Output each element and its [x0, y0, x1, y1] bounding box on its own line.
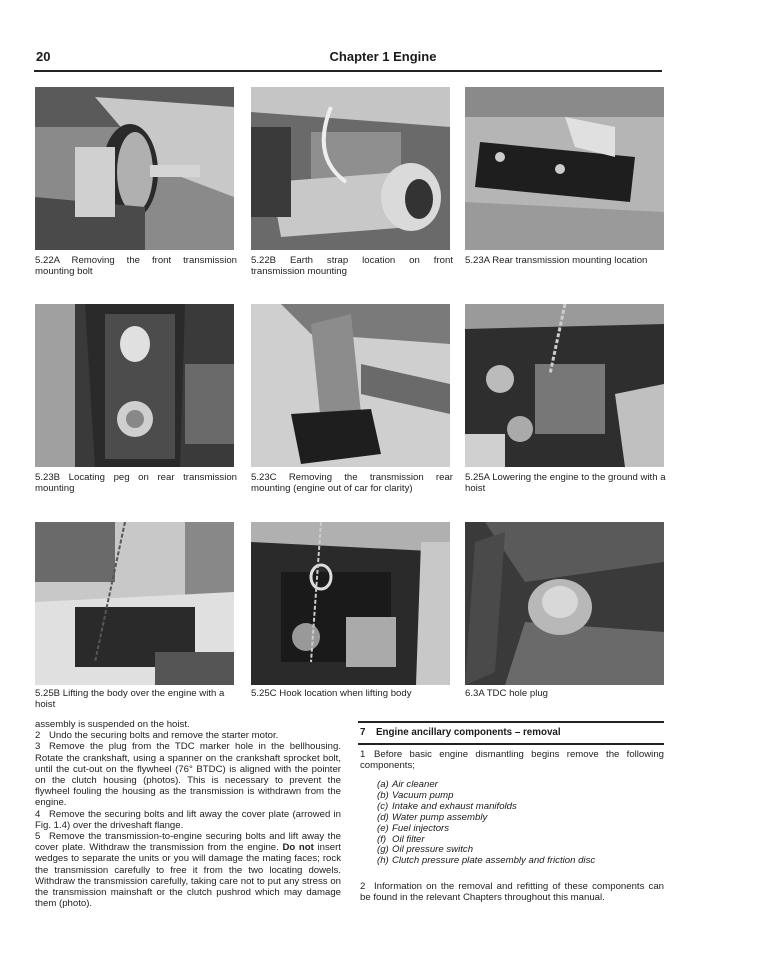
list-item: (g) Oil pressure switch — [377, 844, 474, 856]
list-item: (c) Intake and exhaust manifolds — [377, 800, 517, 812]
photo-6-3a — [465, 522, 664, 685]
list-item: (f) Oil filter — [377, 833, 425, 845]
caption-5-23b: 5.23B Locating peg on rear transmission mounting — [35, 472, 237, 494]
paragraph-3: 3 Remove the plug from the TDC marker hole in the bellhousing. Rotate the crankshaft, using a spanner on the crankshaft sprocket bolt, until the cut-out on the flywheel (76° BTDC) is aligned with the pointer on the clutch housing (photos). This is necessary to prevent the flywheel fouling the housing as the transmission is withdrawn from the engine. — [35, 741, 341, 809]
photo-5-22a — [35, 87, 234, 250]
photo-5-25b — [35, 522, 234, 685]
paragraph-number: 5 — [35, 831, 41, 843]
photo-5-25c — [251, 522, 450, 685]
chapter-title: Chapter 1 Engine — [329, 49, 437, 64]
section-rule-top — [358, 721, 664, 723]
paragraph-number: 3 — [35, 741, 41, 753]
photo-5-22b — [251, 87, 450, 250]
paragraph-number: 1 — [360, 749, 366, 760]
left-text-column — [35, 719, 341, 909]
caption-5-23a: 5.23A Rear transmission mounting location — [465, 255, 648, 266]
continuation-text: assembly is suspended on the hoist. — [35, 719, 190, 730]
caption-5-23c: 5.23C Removing the transmission rear mounting (engine out of car for clarity) — [251, 472, 453, 494]
caption-5-22b: 5.22B Earth strap location on front transmission mounting — [251, 255, 453, 277]
list-item: (e) Fuel injectors — [377, 822, 450, 834]
components-list — [377, 780, 595, 867]
list-item: (h) Clutch pressure plate assembly and friction disc — [377, 855, 596, 867]
list-item: (b) Vacuum pump — [377, 789, 454, 801]
photo-5-25a — [465, 304, 664, 467]
photo-5-23c — [251, 304, 450, 467]
caption-5-22a: 5.22A Removing the front transmission mounting bolt — [35, 255, 237, 277]
right-para-1: 1 Before basic engine dismantling begins remove the following components; — [360, 749, 664, 772]
paragraph-5: 5 Remove the transmission-to-engine securing bolts and lift away the cover plate. Withdraw the transmission from the engine. Do not insert wedges to separate the units or you will damage the mating faces; rock the transmission carefully to free it from the two locating dowels. Withdraw the transmission carefully, taking care not to put any stress on the transmission mainshaft or the clutch pushrod which may damage them (photo). — [35, 831, 341, 910]
header-rule — [34, 70, 662, 72]
caption-6-3a: 6.3A TDC hole plug — [465, 688, 549, 699]
paragraph-number: 4 — [35, 808, 41, 820]
paragraph-4: 4 Remove the securing bolts and lift away the cover plate (arrowed in Fig. 1.4) over the driveshaft flange. — [35, 808, 341, 831]
caption-5-25b: 5.25B Lifting the body over the engine with a hoist — [35, 688, 225, 710]
caption-5-25c: 5.25C Hook location when lifting body — [251, 688, 412, 699]
right-para-2: 2 Information on the removal and refitting of these components can be found in the relevant Chapters throughout this manual. — [360, 881, 664, 904]
section-number: 7 — [360, 727, 366, 738]
list-item: (a) Air cleaner — [377, 779, 438, 790]
paragraph-number: 2 — [360, 881, 366, 892]
section-heading — [360, 727, 561, 738]
warning-text: Do not — [282, 842, 314, 854]
section-rule-bottom — [358, 743, 664, 745]
caption-5-25a: 5.25A Lowering the engine to the ground with a hoist — [465, 472, 666, 494]
paragraph-2: 2 Undo the securing bolts and remove the starter motor. — [35, 730, 279, 742]
list-item: (d) Water pump assembly — [377, 811, 488, 823]
section-title: Engine ancillary components – removal — [376, 727, 561, 738]
photo-5-23a — [465, 87, 664, 250]
page-number: 20 — [36, 49, 51, 64]
photo-5-23b — [35, 304, 234, 467]
paragraph-number: 2 — [35, 730, 41, 742]
